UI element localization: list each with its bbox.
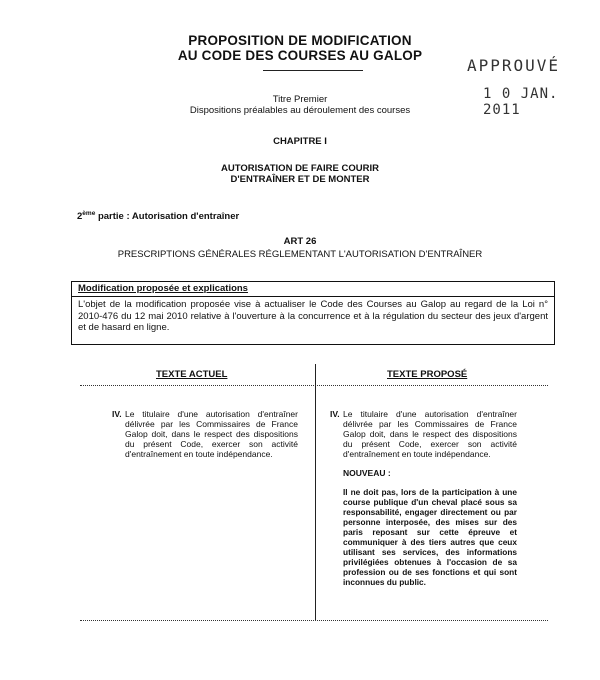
partie-label: Autorisation d'entraîner — [131, 211, 240, 223]
proposed-text: Le titulaire d'une autorisation d'entraîner délivrée par les Commissaires de France Galop doit, dans le respect des dispositions du présent Code, exercer son activité d'entraînement en toute indépendance. — [343, 409, 517, 459]
article-label: ART 26 — [283, 236, 317, 247]
titre-subtitle: Dispositions préalables au déroulement des courses — [189, 105, 411, 116]
partie-word: partie : — [95, 211, 132, 223]
current-text: Le titulaire d'une autorisation d'entraîner délivrée par les Commissaires de France Galop doit, dans le respect des dispositions du présent Code, exercer son activité d'entraînement en toute indépendance. — [125, 409, 298, 459]
modification-box-header — [72, 282, 554, 297]
column-header-current: TEXTE ACTUEL — [156, 369, 228, 380]
modification-text: L'objet de la modification proposée vise à actualiser le Code des Courses au Galop au regard de la Loi n° 2010-476 du 12 mai 2010 relative à l'ouverture à la concurrence et à la régulation du secteur des jeux d'argent et de hasard en ligne. — [78, 299, 548, 333]
stamp-date: 1 0 JAN. 2011 — [483, 86, 559, 118]
title-underline — [263, 70, 363, 71]
titre-label: Titre Premier — [272, 94, 328, 105]
partie-number: 2 — [77, 211, 83, 223]
partie-superscript: ème — [82, 210, 96, 217]
document-title-line2: AU CODE DES COURSES AU GALOP — [177, 48, 423, 63]
modification-heading: Modification proposée et explications — [78, 283, 248, 294]
column-header-proposed: TEXTE PROPOSÉ — [387, 369, 468, 380]
partie-heading — [77, 210, 239, 222]
nouveau-text: Il ne doit pas, lors de la participation à une course publique d'un cheval placé sous sa responsabilité, engager directement ou par personne interposée, des mises sur des paris reposant sur cette épreuve et communiquer à des tiers autres que ceux utilisant ses services, des informations privilégiées obtenues à l'occasion de sa profession ou de ses fonctions et qui sont inconnues du public. — [343, 487, 517, 587]
dotted-separator-bottom — [80, 620, 548, 621]
chapitre-title-line1: AUTORISATION DE FAIRE COURIR — [221, 163, 379, 174]
article-title: PRESCRIPTIONS GÉNÉRALES RÉGLEMENTANT L'AUTORISATION D'ENTRAÎNER — [117, 249, 483, 260]
dotted-separator-top — [80, 385, 548, 386]
column-divider — [315, 364, 316, 620]
right-item-number: IV. — [330, 409, 340, 419]
left-item-number: IV. — [112, 409, 122, 419]
chapitre-label: CHAPITRE I — [273, 136, 327, 147]
document-title-line1: PROPOSITION DE MODIFICATION — [188, 33, 412, 48]
nouveau-label: NOUVEAU : — [343, 468, 391, 478]
approval-stamp: APPROUVÉ — [467, 56, 561, 75]
chapitre-title-line2: D'ENTRAÎNER ET DE MONTER — [230, 174, 370, 185]
modification-box — [71, 281, 555, 345]
